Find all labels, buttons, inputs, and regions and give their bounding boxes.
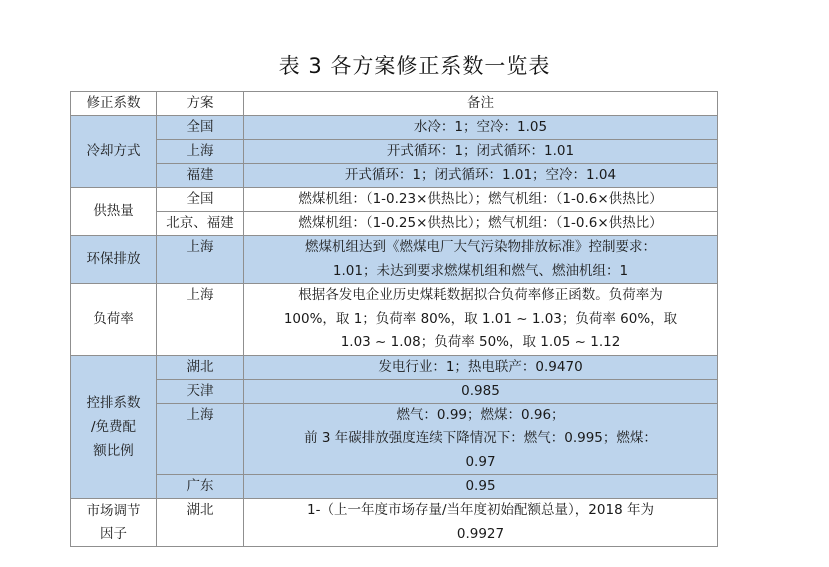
category-cell <box>71 499 157 547</box>
table-row <box>71 116 718 140</box>
scheme-cell: 湖北 <box>157 499 244 547</box>
scheme-cell: 北京、福建 <box>157 212 244 236</box>
page-title: 表 3 各方案修正系数一览表 <box>278 54 551 78</box>
table-row <box>71 188 718 212</box>
category-line: /免费配 <box>90 418 137 435</box>
coefficient-table <box>70 91 718 547</box>
scheme-cell: 上海 <box>157 236 244 284</box>
category-line: 额比例 <box>93 442 134 459</box>
scheme-cell: 天津 <box>157 379 244 403</box>
note-line: 1.03 ~ 1.08；负荷率 50%，取 1.05 ~ 1.12 <box>340 334 621 350</box>
scheme-cell: 上海 <box>157 403 244 475</box>
note-cell <box>244 284 718 356</box>
table-row <box>71 403 718 475</box>
category-cell: 供热量 <box>71 188 157 236</box>
note-line: 前 3 年碳排放强度连续下降情况下：燃气：0.995；燃煤： <box>304 430 657 446</box>
scheme-cell: 福建 <box>157 164 244 188</box>
note-cell: 开式循环：1；闭式循环：1.01 <box>244 140 718 164</box>
note-line: 1-（上一年度市场存量/当年度初始配额总量），2018 年为 <box>307 502 654 518</box>
scheme-cell: 广东 <box>157 475 244 499</box>
category-cell <box>71 355 157 499</box>
note-line: 100%，取 1；负荷率 80%，取 1.01 ~ 1.03；负荷率 60%，取 <box>283 310 678 327</box>
note-cell: 水冷：1；空冷：1.05 <box>244 116 718 140</box>
table-row <box>71 212 718 236</box>
table-row <box>71 140 718 164</box>
category-cell: 冷却方式 <box>71 116 157 188</box>
note-line: 燃煤机组达到《燃煤电厂大气污染物排放标准》控制要求： <box>305 239 656 255</box>
note-line: 0.9927 <box>456 525 505 542</box>
note-cell: 燃煤机组：（1-0.23×供热比）；燃气机组：（1-0.6×供热比） <box>244 188 718 212</box>
note-line: 1.01；未达到要求燃煤机组和燃气、燃油机组：1 <box>332 262 629 279</box>
header-scheme: 方案 <box>157 92 244 116</box>
note-cell: 0.95 <box>244 475 718 499</box>
table-row <box>71 475 718 499</box>
note-cell <box>244 499 718 547</box>
note-cell <box>244 403 718 475</box>
table-row <box>71 284 718 356</box>
scheme-cell: 上海 <box>157 140 244 164</box>
table-row <box>71 499 718 547</box>
table-row <box>71 355 718 379</box>
category-line: 因子 <box>100 525 127 542</box>
header-coefficient: 修正系数 <box>71 92 157 116</box>
header-note: 备注 <box>244 92 718 116</box>
category-cell: 环保排放 <box>71 236 157 284</box>
category-cell: 负荷率 <box>71 284 157 356</box>
scheme-cell: 全国 <box>157 116 244 140</box>
note-line: 根据各发电企业历史煤耗数据拟合负荷率修正函数。负荷率为 <box>298 287 663 303</box>
note-cell: 0.985 <box>244 379 718 403</box>
table-row <box>71 236 718 284</box>
note-line: 0.97 <box>465 453 496 470</box>
note-cell <box>244 236 718 284</box>
table-row <box>71 379 718 403</box>
table-row <box>71 164 718 188</box>
note-cell: 燃煤机组：（1-0.25×供热比）；燃气机组：（1-0.6×供热比） <box>244 212 718 236</box>
note-cell: 开式循环：1；闭式循环：1.01；空冷：1.04 <box>244 164 718 188</box>
note-cell: 发电行业：1；热电联产：0.9470 <box>244 355 718 379</box>
scheme-cell: 湖北 <box>157 355 244 379</box>
header-row <box>71 92 718 116</box>
scheme-cell: 上海 <box>157 284 244 356</box>
category-line: 控排系数 <box>86 394 141 411</box>
category-line: 市场调节 <box>86 502 141 519</box>
scheme-cell: 全国 <box>157 188 244 212</box>
note-line: 燃气：0.99；燃煤：0.96； <box>396 406 565 423</box>
